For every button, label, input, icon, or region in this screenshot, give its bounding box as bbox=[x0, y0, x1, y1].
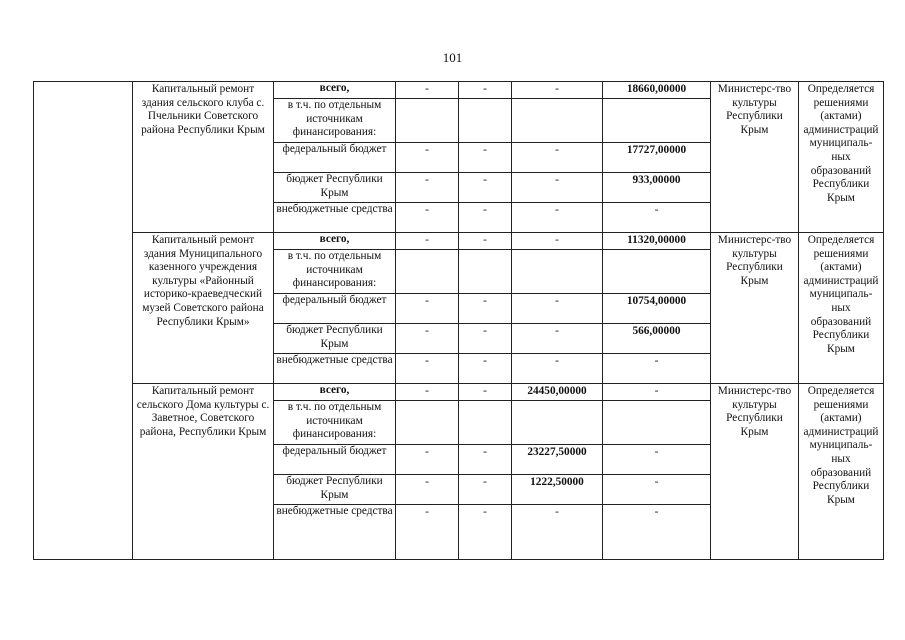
executor: Министерс-тво культуры Республики Крым bbox=[711, 384, 799, 560]
amount-cell-c1 bbox=[396, 99, 459, 143]
amount-cell-c2 bbox=[459, 99, 512, 143]
amount-cell-c3: - bbox=[512, 203, 603, 233]
note: Определяется решениями (актами) администраций муниципаль-ных образований Республики Крым bbox=[799, 82, 884, 233]
amount-cell-c2: - bbox=[459, 445, 512, 475]
funding-source-label: бюджет Республики Крым bbox=[274, 475, 396, 505]
amount-cell-c2: - bbox=[459, 233, 512, 250]
amount-cell-c3: - bbox=[512, 505, 603, 560]
funding-source-label: в т.ч. по отдельным источникам финансирования: bbox=[274, 250, 396, 294]
amount-cell-c4: 18660,00000 bbox=[603, 82, 711, 99]
amount-cell-c4: - bbox=[603, 354, 711, 384]
amount-cell-c1 bbox=[396, 250, 459, 294]
funding-source-label: всего, bbox=[274, 384, 396, 401]
amount-cell-c3: - bbox=[512, 294, 603, 324]
amount-cell-c1: - bbox=[396, 143, 459, 173]
amount-cell-c2: - bbox=[459, 324, 512, 354]
amount-cell-c1: - bbox=[396, 233, 459, 250]
amount-cell-c2: - bbox=[459, 354, 512, 384]
amount-cell-c4 bbox=[603, 250, 711, 294]
object-name: Капитальный ремонт здания Муниципального казенного учреждения культуры «Районный историко-краеведческий музей Советского района Республики Крым» bbox=[133, 233, 274, 384]
amount-cell-c4 bbox=[603, 99, 711, 143]
amount-cell-c1: - bbox=[396, 445, 459, 475]
amount-cell-c4: 10754,00000 bbox=[603, 294, 711, 324]
amount-cell-c2 bbox=[459, 401, 512, 445]
blank-number-cell bbox=[34, 82, 133, 560]
amount-cell-c4: - bbox=[603, 384, 711, 401]
funding-source-label: внебюджетные средства bbox=[274, 354, 396, 384]
amount-cell-c3: 24450,00000 bbox=[512, 384, 603, 401]
amount-cell-c4: - bbox=[603, 505, 711, 560]
amount-cell-c4: 933,00000 bbox=[603, 173, 711, 203]
amount-cell-c2: - bbox=[459, 203, 512, 233]
funding-source-label: бюджет Республики Крым bbox=[274, 324, 396, 354]
funding-source-label: всего, bbox=[274, 82, 396, 99]
amount-cell-c1: - bbox=[396, 354, 459, 384]
amount-cell-c2: - bbox=[459, 143, 512, 173]
page-number: 101 bbox=[442, 50, 463, 65]
funding-source-label: федеральный бюджет bbox=[274, 143, 396, 173]
amount-cell-c1: - bbox=[396, 505, 459, 560]
table-body bbox=[34, 82, 884, 560]
amount-cell-c3: - bbox=[512, 324, 603, 354]
amount-cell-c2: - bbox=[459, 82, 512, 99]
amount-cell-c4: - bbox=[603, 445, 711, 475]
amount-cell-c1: - bbox=[396, 294, 459, 324]
amount-cell-c4: 17727,00000 bbox=[603, 143, 711, 173]
amount-cell-c3: 23227,50000 bbox=[512, 445, 603, 475]
amount-cell-c3: - bbox=[512, 354, 603, 384]
funding-source-label: в т.ч. по отдельным источникам финансирования: bbox=[274, 401, 396, 445]
funding-source-label: бюджет Республики Крым bbox=[274, 173, 396, 203]
amount-cell-c3: - bbox=[512, 233, 603, 250]
funding-source-label: федеральный бюджет bbox=[274, 294, 396, 324]
amount-cell-c1 bbox=[396, 401, 459, 445]
amount-cell-c2: - bbox=[459, 294, 512, 324]
amount-cell-c4: 566,00000 bbox=[603, 324, 711, 354]
amount-cell-c3: - bbox=[512, 82, 603, 99]
amount-cell-c2: - bbox=[459, 475, 512, 505]
program-table bbox=[33, 81, 884, 560]
table-row bbox=[34, 233, 884, 250]
funding-source-label: всего, bbox=[274, 233, 396, 250]
amount-cell-c4: - bbox=[603, 475, 711, 505]
amount-cell-c2: - bbox=[459, 505, 512, 560]
amount-cell-c3: - bbox=[512, 173, 603, 203]
amount-cell-c3: 1222,50000 bbox=[512, 475, 603, 505]
amount-cell-c1: - bbox=[396, 475, 459, 505]
funding-source-label: федеральный бюджет bbox=[274, 445, 396, 475]
amount-cell-c1: - bbox=[396, 384, 459, 401]
amount-cell-c4: - bbox=[603, 203, 711, 233]
amount-cell-c2: - bbox=[459, 384, 512, 401]
amount-cell-c1: - bbox=[396, 324, 459, 354]
amount-cell-c3: - bbox=[512, 143, 603, 173]
note: Определяется решениями (актами) администраций муниципаль-ных образований Республики Крым bbox=[799, 384, 884, 560]
funding-source-label: внебюджетные средства bbox=[274, 203, 396, 233]
executor: Министерс-тво культуры Республики Крым bbox=[711, 233, 799, 384]
object-name: Капитальный ремонт здания сельского клуба с. Пчельники Советского района Республики Крым bbox=[133, 82, 274, 233]
object-name: Капитальный ремонт сельского Дома культуры с. Заветное, Советского района, Республики Крым bbox=[133, 384, 274, 560]
amount-cell-c4 bbox=[603, 401, 711, 445]
amount-cell-c1: - bbox=[396, 203, 459, 233]
funding-source-label: в т.ч. по отдельным источникам финансирования: bbox=[274, 99, 396, 143]
note: Определяется решениями (актами) администраций муниципаль-ных образований Республики Крым bbox=[799, 233, 884, 384]
amount-cell-c4: 11320,00000 bbox=[603, 233, 711, 250]
amount-cell-c2: - bbox=[459, 173, 512, 203]
amount-cell-c1: - bbox=[396, 173, 459, 203]
amount-cell-c3 bbox=[512, 250, 603, 294]
amount-cell-c3 bbox=[512, 99, 603, 143]
funding-source-label: внебюджетные средства bbox=[274, 505, 396, 560]
table-row bbox=[34, 82, 884, 99]
amount-cell-c1: - bbox=[396, 82, 459, 99]
table-row bbox=[34, 384, 884, 401]
amount-cell-c2 bbox=[459, 250, 512, 294]
amount-cell-c3 bbox=[512, 401, 603, 445]
executor: Министерс-тво культуры Республики Крым bbox=[711, 82, 799, 233]
